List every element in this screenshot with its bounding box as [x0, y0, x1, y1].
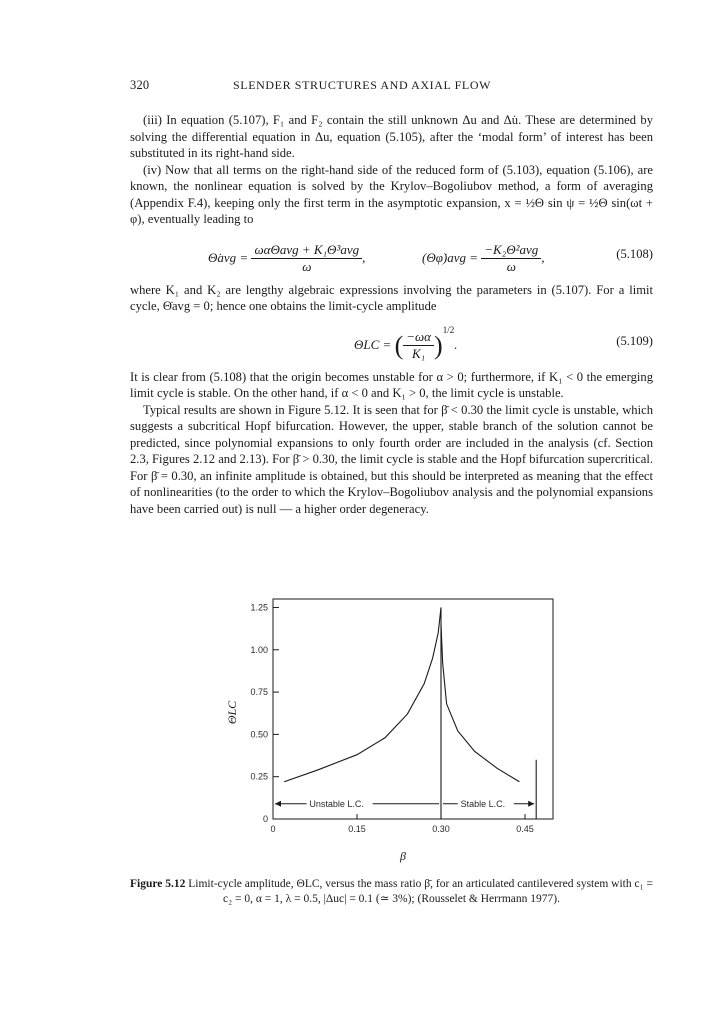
y-tick-label-2: 1.00 — [250, 644, 268, 655]
y-axis-label: ΘLC — [225, 700, 240, 725]
paragraph-results: Typical results are shown in Figure 5.12. It is seen that for β̄ < 0.30 the limit cycle is unstable, which suggests a subcritical Hopf bifurcation. However, the upper, stable branch of the solution cannot be predicted, since polynomial expansions to only fourth order are included in the analysis (cf. Section 2.3, Figures 2.12 and 2.13). For β̄ > 0.30, the limit cycle is stable and the Hopf bifurcation supercritical. For β̄ = 0.30, an infinite amplitude is obtained, but this should be interpreted as meaning that the effect of nonlinearities (to the order to which the Krylov–Bogoliubov analysis and the polynomial expansions have been carried out) is null — a higher order degeneracy. — [130, 402, 653, 516]
unstable-label: Unstable L.C. — [309, 798, 364, 809]
eq108-frac2 — [481, 242, 541, 276]
plot-frame — [273, 599, 553, 819]
y-tick-label-1: 0.25 — [250, 771, 268, 782]
y-tick-label-3: 0.75 — [250, 687, 268, 698]
eq108-frac1 — [251, 242, 362, 276]
eq108-den2: ω — [506, 259, 516, 274]
y-tick-label-4: 0.50 — [250, 729, 268, 740]
figure-caption — [130, 877, 653, 907]
eq108-lhs1: Θ̇avg = — [208, 249, 249, 265]
x-tick-label-3: 0.45 — [516, 824, 534, 834]
paragraph-iv: (iv) Now that all terms on the right-hand side of the reduced form of (5.103), equation (5.106), are known, the nonlinear equation is solved by the Krylov–Bogoliubov method, a form of averaging (Appendix F.4), keeping only the first term in the asymptotic expansion, x = ½Θ sin ψ = ½Θ sin(ωt + φ), eventually leading to — [130, 162, 653, 226]
caption-text: Limit-cycle amplitude, ΘLC, versus the mass ratio β̄, for an articulated cantilevered system with c₁ = c₂ = 0, α = 1, λ = 0.5, |Δuc| = 0.1 (≃ 3%); (Rousselet & Herrmann 1977). — [188, 878, 653, 905]
equation-5-109 — [130, 321, 653, 365]
x-tick-label-0: 0 — [270, 824, 276, 834]
eq109-body: ΘLC = ( $\frac{-\omega\alpha}{\text{K₁}}$ )$^{1/2}$. — [354, 325, 458, 361]
paragraph-iii: (iii) In equation (5.107), F₁ and F₂ contain the still unknown Δu and Δu̇. These are determined by solving the differential equation in Δu, equation (5.105), after the ‘modal form’ of interest has been substituted in its right-hand side. — [130, 113, 653, 160]
eq109-right-paren: ) — [434, 330, 443, 360]
page-header — [130, 78, 600, 98]
equation-5-108 — [130, 234, 653, 278]
series-line-1 — [441, 624, 519, 781]
x-tick-label-1: 0.15 — [348, 824, 366, 834]
eq108-num2: −K₂Θ²avg — [481, 242, 541, 260]
paragraph-stability: It is clear from (5.108) that the origin becomes unstable for α > 0; furthermore, if K₁ < 0 the emerging limit cycle is stable. On the other hand, if α < 0 and K₁ > 0, the limit cycle is unstable. — [130, 369, 653, 400]
unstable-arrow-left-head — [275, 801, 281, 807]
annotations — [275, 798, 534, 810]
limit-cycle-chart — [225, 597, 555, 832]
eq109-number: (5.109) — [616, 333, 653, 348]
eq108-lhs2: (Θφ̇)avg = — [422, 249, 479, 265]
caption-label: Figure 5.12 — [130, 878, 186, 890]
eq108-part2: (Θφ̇)avg = $\frac{\text{−K₂Θ²avg}}{\omega}$ , — [422, 241, 545, 274]
eq108-number: (5.108) — [616, 246, 653, 261]
page-number: 320 — [130, 78, 150, 92]
x-tick-label-2: 0.30 — [432, 824, 450, 834]
eq108-part1: Θ̇avg = $\frac{\text{ωαΘavg + K₁Θ³avg}}{\omega}$ , — [208, 241, 366, 274]
eq109-left-paren: ( — [394, 330, 404, 360]
paragraph-after-108: where K₁ and K₂ are lengthy algebraic expressions involving the parameters in (5.107). For a limit cycle, Θ̇avg = 0; hence one obtains the limit-cycle amplitude — [130, 282, 653, 313]
figure-5-12 — [225, 597, 555, 832]
eq109-den: K₁ — [412, 346, 426, 361]
body-text — [130, 112, 653, 517]
data-series — [284, 607, 536, 819]
eq109-frac — [403, 329, 434, 363]
eq108-num1: ωαΘavg + K₁Θ³avg — [251, 242, 362, 260]
eq109-lhs: ΘLC = — [354, 336, 392, 352]
stable-arrow-right-head — [528, 801, 534, 807]
y-tick-label-0: 0 — [262, 814, 268, 824]
eq109-exponent: 1/2 — [442, 325, 455, 336]
y-tick-label-5: 1.25 — [250, 602, 268, 613]
series-line-0 — [284, 607, 441, 781]
running-head: SLENDER STRUCTURES AND AXIAL FLOW — [233, 78, 492, 92]
stable-label: Stable L.C. — [460, 798, 506, 809]
eq109-num: −ωα — [403, 329, 434, 347]
eq108-den1: ω — [302, 259, 312, 274]
x-axis-label: β — [400, 849, 406, 863]
